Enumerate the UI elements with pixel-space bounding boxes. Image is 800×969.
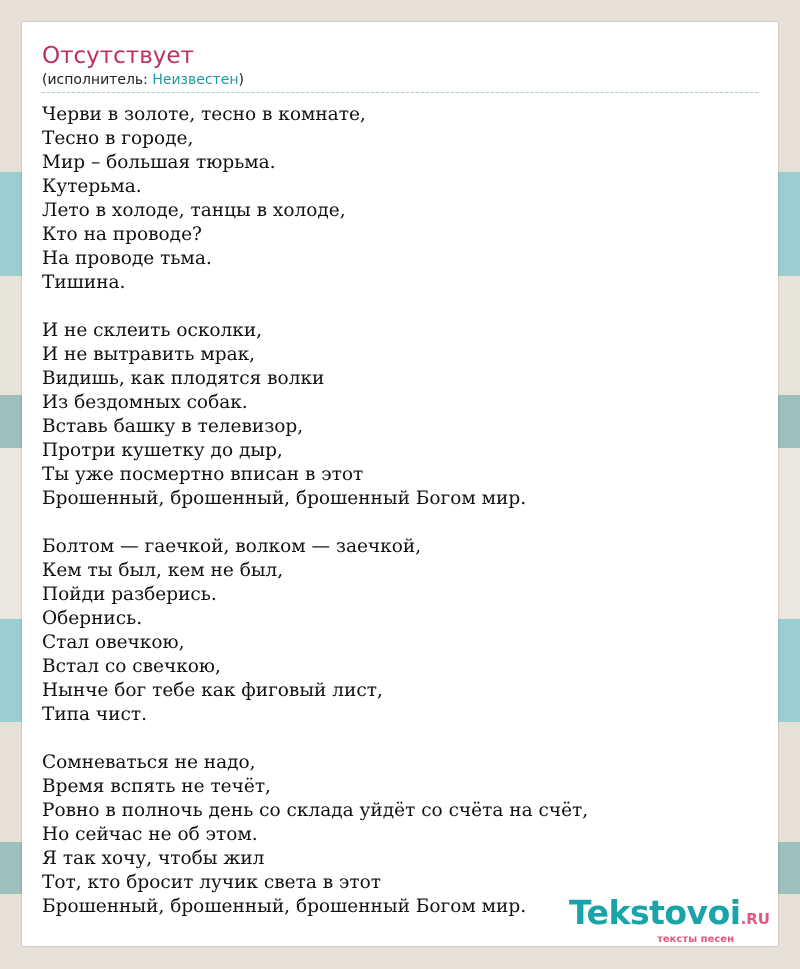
logo-tld: .RU	[740, 910, 770, 928]
song-title: Отсутствует	[42, 43, 194, 69]
lyric-line: Тот, кто бросит лучик света в этот	[42, 872, 381, 893]
lyric-line: Пойди разберись.	[42, 584, 217, 605]
lyric-line: Кто на проводе?	[42, 224, 202, 245]
lyrics-card	[22, 22, 778, 946]
lyric-line: Кем ты был, кем не был,	[42, 560, 284, 581]
lyric-line: Болтом — гаечкой, волком — заечкой,	[42, 536, 422, 557]
lyric-line: Обернись.	[42, 608, 143, 629]
lyric-line: И не вытравить мрак,	[42, 344, 256, 365]
artist-prefix: (исполнитель:	[42, 72, 153, 88]
lyric-line: Лето в холоде, танцы в холоде,	[42, 200, 346, 221]
lyric-line: Брошенный, брошенный, брошенный Богом мир.	[42, 488, 527, 509]
lyric-line: Время вспять не течёт,	[42, 776, 271, 797]
lyric-line: На проводе тьма.	[42, 248, 212, 269]
lyric-line: Мир – большая тюрьма.	[42, 152, 276, 173]
lyric-line: Я так хочу, чтобы жил	[42, 848, 265, 869]
lyric-line: Ты уже посмертно вписан в этот	[42, 464, 364, 485]
artist-link[interactable]: Неизвестен	[152, 72, 239, 88]
stanza	[42, 319, 758, 511]
lyric-line: Ровно в полночь день со склада уйдёт со счёта на счёт,	[42, 800, 589, 821]
stanza	[42, 535, 758, 727]
lyric-line: И не склеить осколки,	[42, 320, 263, 341]
lyrics-body	[42, 103, 758, 919]
lyric-line: Из бездомных собак.	[42, 392, 248, 413]
divider	[42, 92, 758, 93]
lyric-line: Типа чист.	[42, 704, 147, 725]
artist-line	[42, 71, 758, 89]
lyric-line: Кутерьма.	[42, 176, 142, 197]
lyric-line: Брошенный, брошенный, брошенный Богом мир.	[42, 896, 527, 917]
lyric-line: Тишина.	[42, 272, 126, 293]
lyric-line: Нынче бог тебе как фиговый лист,	[42, 680, 383, 701]
lyric-line: Стал овечкою,	[42, 632, 185, 653]
lyric-line: Протри кушетку до дыр,	[42, 440, 283, 461]
artist-suffix: )	[238, 72, 244, 88]
lyric-line: Черви в золоте, тесно в комнате,	[42, 104, 366, 125]
lyric-line: Но сейчас не об этом.	[42, 824, 258, 845]
stanza	[42, 103, 758, 295]
logo-tagline: тексты песен	[657, 934, 734, 945]
lyric-line: Вставь башку в телевизор,	[42, 416, 304, 437]
site-logo[interactable]	[569, 893, 770, 946]
lyric-line: Сомневаться не надо,	[42, 752, 256, 773]
lyric-line: Тесно в городе,	[42, 128, 194, 149]
lyric-line: Встал со свечкою,	[42, 656, 221, 677]
lyric-line: Видишь, как плодятся волки	[42, 368, 325, 389]
logo-name: Tekstovoi	[569, 893, 741, 932]
